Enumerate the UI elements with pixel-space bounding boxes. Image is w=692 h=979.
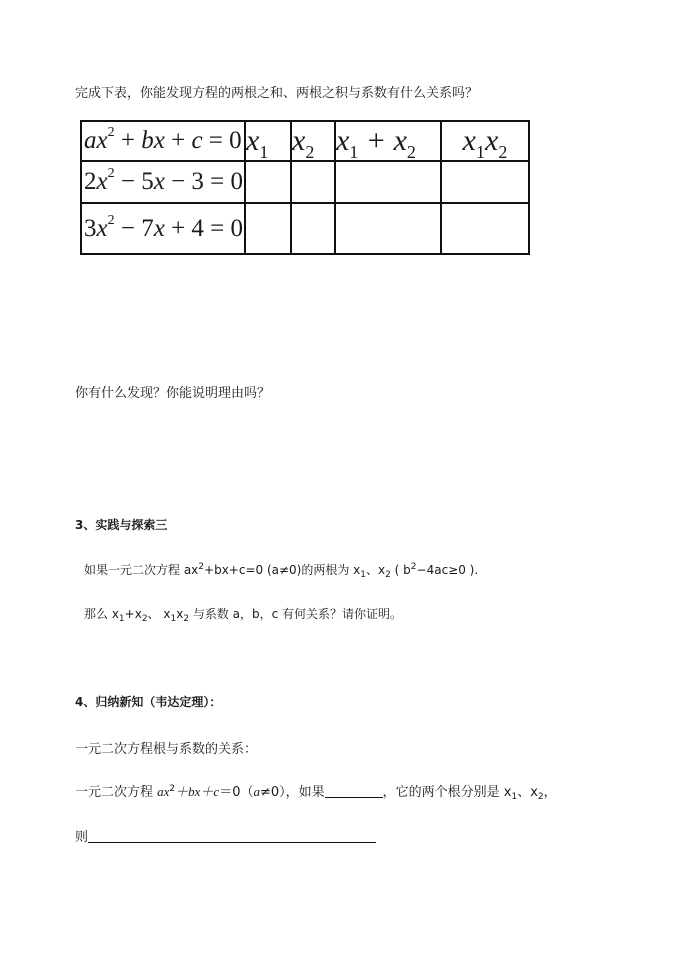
header-x1: $x_1$ (245, 121, 291, 161)
row1-product-cell (441, 161, 529, 203)
section4-relation-heading: 一元二次方程根与系数的关系： (75, 742, 258, 757)
section4-title: 4、归纳新知（韦达定理）： (75, 695, 222, 709)
table-row (81, 203, 529, 254)
condition-blank[interactable] (325, 783, 383, 798)
row1-x1-cell (245, 161, 291, 203)
conclusion-blank[interactable] (88, 828, 376, 843)
table-prompt: 完成下表，你能发现方程的两根之和、两根之积与系数有什么关系吗？ (75, 86, 479, 101)
row2-equation: $3x^2 - 7x + 4 = 0$ (81, 203, 245, 254)
table-header-row (81, 121, 529, 161)
row2-x1-cell (245, 203, 291, 254)
row2-x2-cell (291, 203, 335, 254)
header-product: $x_1x_2$ (441, 121, 529, 161)
section4-vieta-statement: 一元二次方程 $ax^2+bx+c=0(a\ne 0)$，如果 ，它的两个根分别是 $x_1$、$x_2$， (75, 784, 557, 802)
row2-sum-cell (335, 203, 441, 254)
row1-sum-cell (335, 161, 441, 203)
vieta-table (80, 120, 530, 255)
header-sum: $x_1 + x_2$ (335, 121, 441, 161)
row1-equation: $2x^2 - 5x - 3 = 0$ (81, 161, 245, 203)
header-general-equation: $ax^2$ + bx + c = 0 (81, 121, 245, 161)
row1-x2-cell (291, 161, 335, 203)
table-row (81, 161, 529, 203)
discover-question: 你有什么发现？你能说明理由吗？ (75, 386, 271, 401)
section3-title: 3、实践与探索三 (75, 518, 168, 532)
section3-question: 那么 $x_1+x_2$、 $x_1x_2$ 与系数 a，b，c 有何关系？请你证明。 (84, 607, 403, 624)
row2-product-cell (441, 203, 529, 254)
section4-conclusion: 则 (75, 826, 376, 845)
header-x2: $x_2$ (291, 121, 335, 161)
section3-condition: 如果一元二次方程 $ax^2+bx+c=0$ (a≠0)的两根为 $x_1$、$x_2$ ( $b^2-4ac\ge 0$ ). (84, 562, 479, 580)
